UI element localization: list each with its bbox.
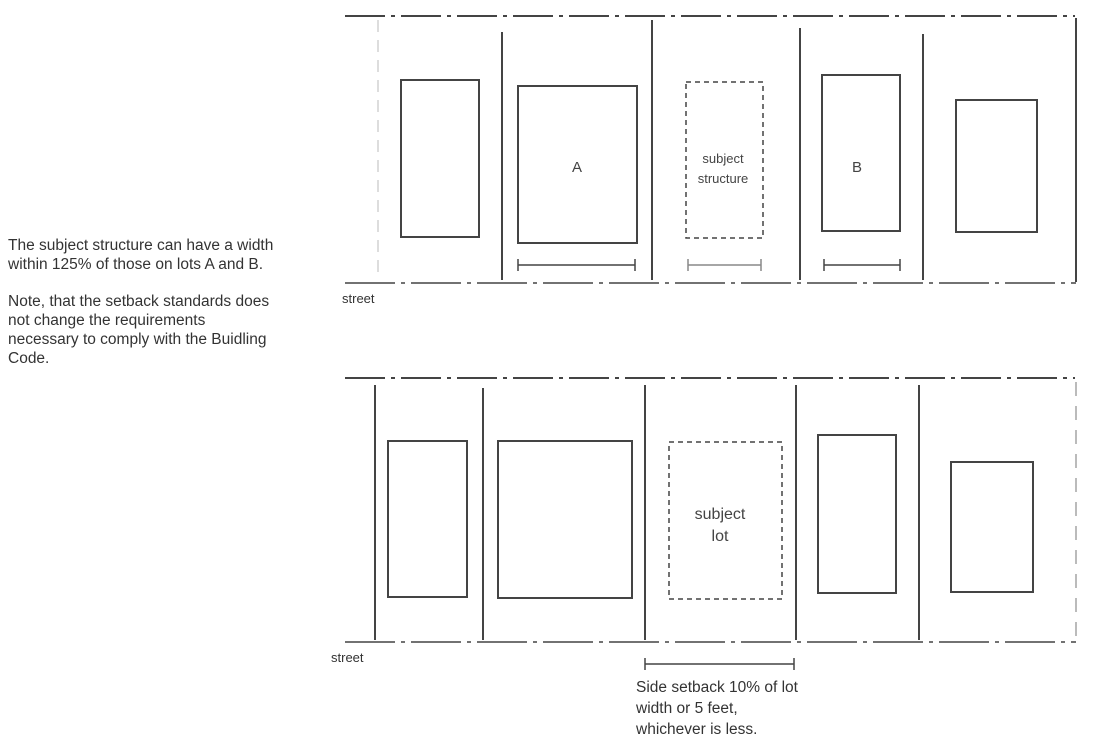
building-code-note: Note, that the setback standards does not change the requirements necessary to comply with the Buidling Code. xyxy=(8,293,270,367)
subject-structure-label-line2: structure xyxy=(697,171,749,186)
bottom-structure-1 xyxy=(388,441,467,597)
width-rule-text: The subject structure can have a width within 125% of those on lots A and B. xyxy=(8,237,274,273)
lot-a-label: A xyxy=(571,159,583,176)
lot-b-width-dimension xyxy=(824,259,900,271)
top-structure-5 xyxy=(956,100,1037,232)
side-setback-caption: Side setback 10% of lot width or 5 feet, whichever is less. xyxy=(636,679,798,738)
bottom-street-label: street xyxy=(331,650,364,665)
lot-a-width-dimension xyxy=(518,259,635,271)
lot-b-label: B xyxy=(851,159,863,176)
subject-structure-label-line1: subject xyxy=(702,151,744,166)
bottom-structure-2 xyxy=(498,441,632,598)
top-structure-lot-b xyxy=(822,75,900,231)
subject-width-dimension xyxy=(688,259,761,271)
bottom-structure-5 xyxy=(951,462,1033,592)
top-street-label: street xyxy=(342,291,375,306)
bottom-structure-4 xyxy=(818,435,896,593)
subject-lot-label-line2: lot xyxy=(711,528,729,545)
top-structure-1 xyxy=(401,80,479,237)
bottom-diagram xyxy=(345,378,1076,670)
subject-lot-label-line1: subject xyxy=(694,506,746,523)
top-diagram xyxy=(345,16,1076,283)
side-setback-dimension xyxy=(645,658,794,670)
